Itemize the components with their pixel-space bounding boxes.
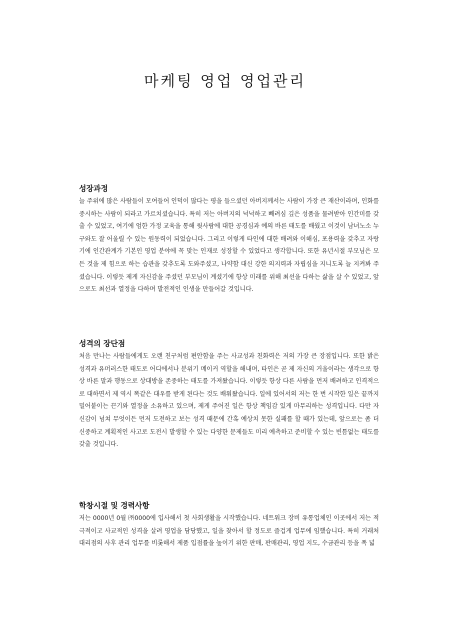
section-heading: 학창시절 및 경력사항	[79, 501, 150, 510]
section-heading: 성장과정	[79, 184, 108, 193]
section-growth	[79, 183, 379, 297]
section-body: 저는 0000년 0월 ㈜0000에 입사해서 첫 사회생활을 시작했습니다. 네트워크 장비 유통업체인 이곳에서 저는 적극적이고 사교적인 성격을 살려 영업을 담당했고, 일을 찾아서 할 정도로 즐겁게 업무에 임했습니다. 특히 거래처 대리점의 사후 관리 업무를 비롯해서 제품 입점률을 높이기 위한 판매, 판매관리, 영업 지도, 수금관리 등을 폭 넓	[79, 515, 379, 548]
section-body: 처음 만나는 사람들에게도 오랜 친구처럼 편안함을 주는 사교성과 친화력은 저의 가장 큰 장점입니다. 또한 밝은 성격과 유머러스한 태도로 어디에서나 분위기 메이커 역할을 해내며, 타인은 곧 제 자신의 거울이라는 생각으로 항상 바른 말과 행동으로 상대방을 존중하는 태도를 가져왔습니다. 이렇듯 항상 다른 사람을 먼저 배려하고 인격적으로 대하면서 제 역시 똑같은 대우를 받게 된다는 것도 배워왔습니다. 일에 있어서의 저는 한 번 시작한 일은 끝까지 밀어붙이는 끈기와 열정을 소유하고 있으며, 제게 주어진 일은 항상 책임감 있게 마무리하는 성격입니다. 다만 자신감이 넘쳐 무엇이든 먼저 도전하고 보는 성격 때문에 간혹 예상치 못한 실패를 할 때가 있는데, 앞으로는 좀 더 신중하고 계획적인 사고로 도전시 발생할 수 있는 다양한 문제들도 미리 예측하고 준비할 수 있는 빈틈없는 태도를 갖출 것입니다.	[79, 353, 379, 449]
section-career	[79, 500, 379, 551]
section-body: 늘 주위에 많은 사람들이 모여들어 인덕이 많다는 평을 들으셨던 아버지께서는 사람이 가장 큰 재산이라며, 인화를 중시하는 사람이 되라고 가르치셨습니다. 특히 저는 아버지의 넉넉하고 빼려심 깊은 성품을 물려받아 인간미를 갖출 수 있었고, 여기에 엄한 가정 교육을 통해 윗사람에 대한 공경심과 예의 바른 태도를 배웠고 이것이 남녀노소 누구와도 잘 어울릴 수 있는 원동력이 되었습니다. 그리고 이렇게 타인에 대한 배려와 이해심, 포용력을 갖추고 자랑기에 인간관계가 기본인 영업 분야에 꼭 맞는 인재로 성장할 수 있었다고 생각합니다. 또한 유년시절 부모님은 모든 것을 제 힘으로 하는 습관을 갖추도록 도와주셨고, 나약함 대신 강한 의지력과 자립심을 지니도록 늘 지켜봐 주셨습니다. 이렇듯 제게 자신감을 주셨던 부모님이 계셨기에 항상 미래를 위해 최선을 다하는 삶을 살 수 있었고, 앞으로도 최선과 열정을 다하며 발전적인 인생을 만들어갈 것입니다.	[79, 198, 379, 294]
section-heading: 성격의 장단점	[79, 339, 126, 348]
section-personality	[79, 338, 379, 452]
document-title: 마케팅 영업 영업관리	[144, 72, 306, 90]
